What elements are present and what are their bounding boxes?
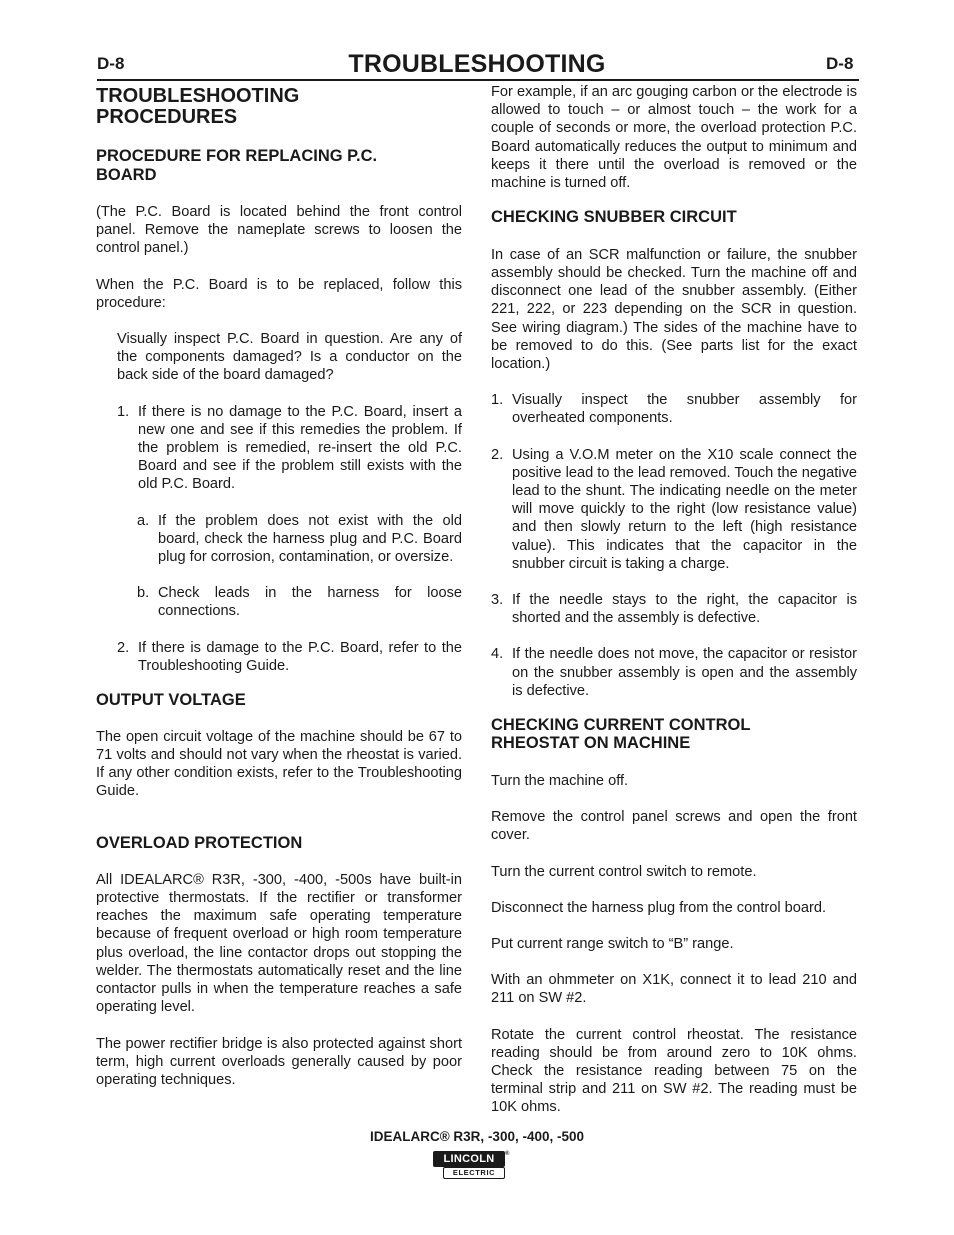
logo-bottom-text: ELECTRIC [443, 1167, 505, 1179]
logo-registered-mark: ® [505, 1151, 510, 1157]
heading-replacing-pc-board: PROCEDURE FOR REPLACING P.C. BOARD [96, 147, 378, 184]
heading-checking-current-control-rheostat: CHECKING CURRENT CONTROL RHEOSTAT ON MACHINE [491, 715, 751, 753]
overload-example-text: For example, if an arc gouging carbon or the electrode is allowed to touch – or almost touch – the work for a couple of seconds or more, the overload protection P.C. Board automatically reduces the output to minimum and keeps it there until the overload is removed or the machine is turned off. [491, 84, 857, 192]
lincoln-electric-logo [433, 1151, 511, 1179]
heading-output-voltage: OUTPUT VOLTAGE [96, 691, 246, 710]
list-text: Visually inspect the snubber assembly for overheated components. [512, 392, 857, 427]
list-text: If the needle stays to the right, the capacitor is shorted and the assembly is defective. [512, 591, 857, 627]
list-item [491, 645, 857, 700]
section-heading-troubleshooting-procedures: TROUBLESHOOTING PROCEDURES [96, 85, 300, 128]
list-item [491, 391, 857, 427]
pc-board-follow-text: When the P.C. Board is to be replaced, follow this procedure: [96, 276, 462, 311]
rheostat-step-text: With an ohmmeter on X1K, connect it to lead 210 and 211 on SW #2. [491, 972, 857, 1007]
header-rule [97, 79, 859, 81]
overload-protection-text: All IDEALARC® R3R, -300, -400, -500s have built-in protective thermostats. If the rectifier or transformer reaches the maximum safe operating temperature because of frequent overload or high room temperature plus overload, the line contactor drops out stopping the welder. The thermostats automatically reset and the line contactor pulls in when the temperature reaches a safe operating level. [96, 871, 462, 1016]
rheostat-step-text: Put current range switch to “B” range. [491, 936, 734, 952]
list-number: 2. [117, 639, 130, 656]
rheostat-step-text: Disconnect the harness plug from the control board. [491, 899, 827, 916]
list-item [96, 512, 462, 567]
rheostat-step-text: Turn the current control switch to remote. [491, 863, 757, 880]
list-number: 1. [117, 403, 130, 420]
rheostat-step-text: Remove the control panel screws and open the front cover. [491, 809, 857, 844]
left-column [96, 84, 462, 1089]
list-text: Using a V.O.M meter on the X10 scale connect the positive lead to the lead removed. Touch the negative lead to the shunt. The indicating needle on the meter will move quickly to the right (low resistance value) and then slowly return to the left (high resistance value). This indicates that the capacitor in the snubber circuit is taking a charge. [512, 446, 857, 572]
page-code-left: D-8 [97, 54, 125, 73]
logo-top-text: LINCOLN [433, 1151, 505, 1167]
list-number: 3. [491, 591, 504, 608]
list-item [96, 584, 462, 620]
pc-board-location-text: (The P.C. Board is located behind the front control panel. Remove the nameplate screws to loosen the control panel.) [96, 204, 462, 257]
list-item [491, 446, 857, 573]
list-letter: a. [137, 512, 150, 529]
list-number: 2. [491, 446, 504, 463]
list-text: If the needle does not move, the capacitor or resistor on the snubber assembly is open and the assembly is defective. [512, 646, 857, 699]
rheostat-step-text: Rotate the current control rheostat. The resistance reading should be from around zero to 10K ohms. Check the resistance reading between 75 on the terminal strip and 211 on SW #2. The reading must be 10K ohms. [491, 1026, 857, 1116]
list-text: Check leads in the harness for loose connections. [158, 585, 462, 620]
list-item [491, 591, 857, 627]
heading-checking-snubber-circuit: CHECKING SNUBBER CIRCUIT [491, 208, 737, 227]
list-number: 4. [491, 646, 504, 663]
output-voltage-text: The open circuit voltage of the machine should be 67 to 71 volts and should not vary when the rheostat is varied. If any other condition exists, refer to the Troubleshooting Guide. [96, 728, 462, 800]
list-text: If there is damage to the P.C. Board, refer to the Troubleshooting Guide. [138, 639, 462, 674]
page-title: TROUBLESHOOTING [348, 50, 606, 78]
right-column [491, 83, 857, 1117]
pc-board-visual-inspect-text: Visually inspect P.C. Board in question. Are any of the components damaged? Is a conductor on the back side of the board damaged? [117, 331, 462, 384]
list-letter: b. [137, 585, 150, 602]
page-code-right: D-8 [826, 54, 854, 73]
footer-model-name: IDEALARC® R3R, -300, -400, -500 [369, 1129, 585, 1144]
list-text: If there is no damage to the P.C. Board, insert a new one and see if this remedies the problem. If the problem is remedied, re-insert the old P.C. Board and see if the problem still exists with the old P.C. Board. [138, 403, 462, 493]
rectifier-protection-text: The power rectifier bridge is also protected against short term, high current overloads generally caused by poor operating techniques. [96, 1035, 462, 1088]
list-text: If the problem does not exist with the old board, check the harness plug and P.C. Board plug for corrosion, contamination, or oversize. [158, 512, 462, 566]
rheostat-step-text: Turn the machine off. [491, 772, 629, 789]
list-item [96, 639, 462, 675]
list-item [96, 403, 462, 494]
snubber-intro-text: In case of an SCR malfunction or failure, the snubber assembly should be checked. Turn the machine off and disconnect one lead of the snubber assembly. (Either 221, 222, or 223 depending on the SCR in question. See wiring diagram.) The sides of the machine have to be removed to do this. (See parts list for the exact location.) [491, 246, 857, 372]
list-number: 1. [491, 392, 504, 409]
heading-overload-protection: OVERLOAD PROTECTION [96, 834, 303, 853]
